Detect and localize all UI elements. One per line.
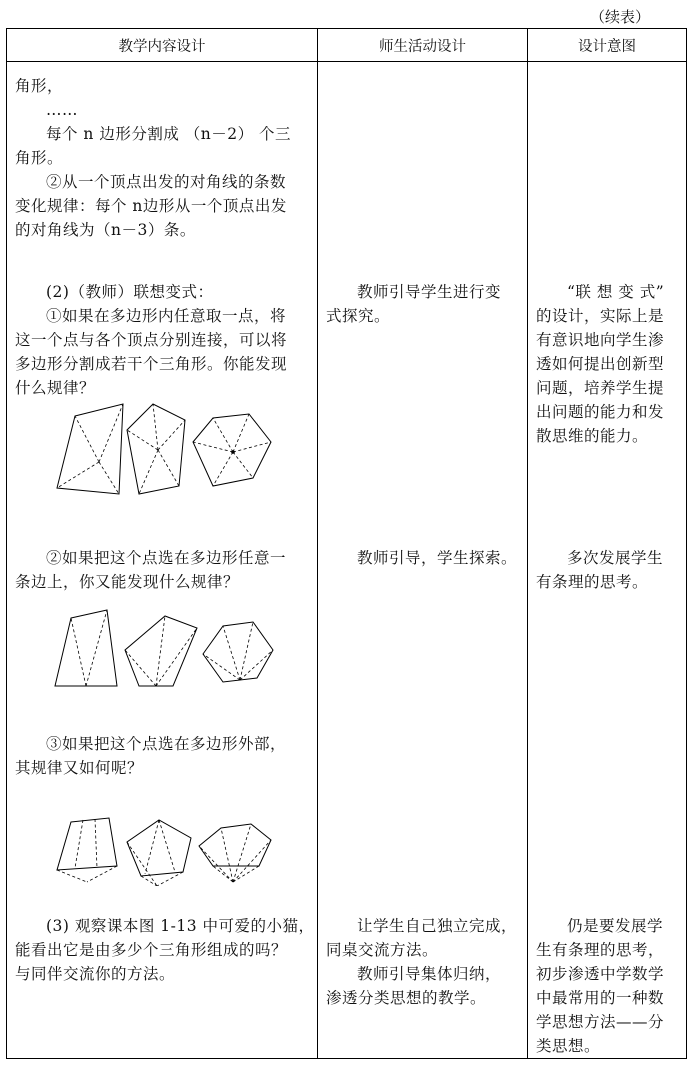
- text-line: 初步渗透中学数学: [536, 965, 665, 983]
- text-line: 教师引导，学生探索。: [357, 549, 518, 567]
- content-block-5: [15, 914, 315, 986]
- text-line: 的设计，实际上是: [536, 307, 665, 325]
- header-activity: 师生活动设计: [318, 29, 528, 62]
- content-block-4: [15, 732, 315, 780]
- text-line: 同桌交流方法。: [326, 941, 439, 959]
- activity-block-3: [326, 914, 526, 1010]
- text-line: 教师引导集体归纳，: [357, 965, 502, 983]
- intent-block-1: [536, 280, 686, 448]
- text-line: 有意识地向学生渗: [536, 331, 665, 349]
- activity-column: [318, 62, 528, 1059]
- text-line: 出问题的能力和发: [536, 403, 665, 421]
- content-block-2: [15, 280, 315, 400]
- text-line: ②如果把这个点选在多边形任意一: [46, 549, 287, 567]
- text-line: 有条理的思考。: [536, 573, 649, 591]
- text-line: 问题，培养学生提: [536, 379, 665, 397]
- text-line: 学思想方法——分: [536, 1013, 665, 1031]
- text-line: 什么规律？: [15, 379, 96, 397]
- text-line: (3) 观察课本图 1-13 中可爱的小猫，: [46, 917, 315, 935]
- intent-column: [528, 62, 687, 1059]
- text-line: ②从一个顶点出发的对角线的条数: [46, 173, 287, 191]
- header-intent: 设计意图: [528, 29, 687, 62]
- text-line: 生有条理的思考，: [536, 941, 665, 959]
- text-line: 多次发展学生: [567, 549, 664, 567]
- figure-edge-point: [53, 608, 283, 690]
- text-line: 这一个点与各个顶点分别连接，可以将: [15, 331, 288, 349]
- table-header-row: [7, 29, 687, 62]
- text-line: 散思维的能力。: [536, 427, 649, 445]
- intent-block-3: [536, 914, 686, 1058]
- text-line: 让学生自己独立完成，: [357, 917, 518, 935]
- text-line: ①如果在多边形内任意取一点，将: [46, 307, 287, 325]
- content-column: [7, 62, 318, 1059]
- text-line: 每个 n 边形分割成 （n－2） 个三: [46, 125, 292, 143]
- text-line: 变化规律：每个 n边形从一个顶点出发: [15, 197, 287, 215]
- text-line: 其规律又如何呢？: [15, 759, 144, 777]
- text-line: 仍是要发展学: [567, 917, 664, 935]
- text-line: 教师引导学生进行变: [357, 283, 502, 301]
- text-line: 中最常用的一种数: [536, 989, 665, 1007]
- figure-inner-point: [53, 402, 283, 498]
- figure-outside-point: [53, 816, 283, 886]
- content-block-3: [15, 546, 315, 594]
- lesson-table: [6, 28, 687, 1059]
- text-line: ③如果把这个点选在多边形外部，: [46, 735, 287, 753]
- activity-block-1: [326, 280, 526, 328]
- table-body-row: [7, 62, 687, 1059]
- text-line: 角形。: [15, 149, 64, 167]
- intent-block-2: [536, 546, 686, 594]
- activity-block-2: [326, 546, 526, 570]
- text-line: 角形，: [15, 77, 64, 95]
- text-line: 透如何提出创新型: [536, 355, 665, 373]
- text-line: (2)（教师）联想变式：: [46, 283, 214, 301]
- text-line: 能看出它是由多少个三角形组成的吗？: [15, 941, 288, 959]
- content-block-1: [15, 74, 315, 242]
- text-line: ……: [46, 101, 78, 119]
- text-line: 与同伴交流你的方法。: [15, 965, 176, 983]
- text-line: 的对角线为（n－3）条。: [15, 221, 196, 239]
- text-line: 式探究。: [326, 307, 391, 325]
- text-line: 渗透分类思想的教学。: [326, 989, 487, 1007]
- header-content: 教学内容设计: [7, 29, 318, 62]
- text-line: 多边形分割成若干个三角形。你能发现: [15, 355, 288, 373]
- text-line: 条边上，你又能发现什么规律？: [15, 573, 240, 591]
- text-line: 类思想。: [536, 1037, 601, 1055]
- text-line: “联 想 变 式”: [567, 283, 665, 301]
- continued-label: （续表）: [589, 8, 650, 26]
